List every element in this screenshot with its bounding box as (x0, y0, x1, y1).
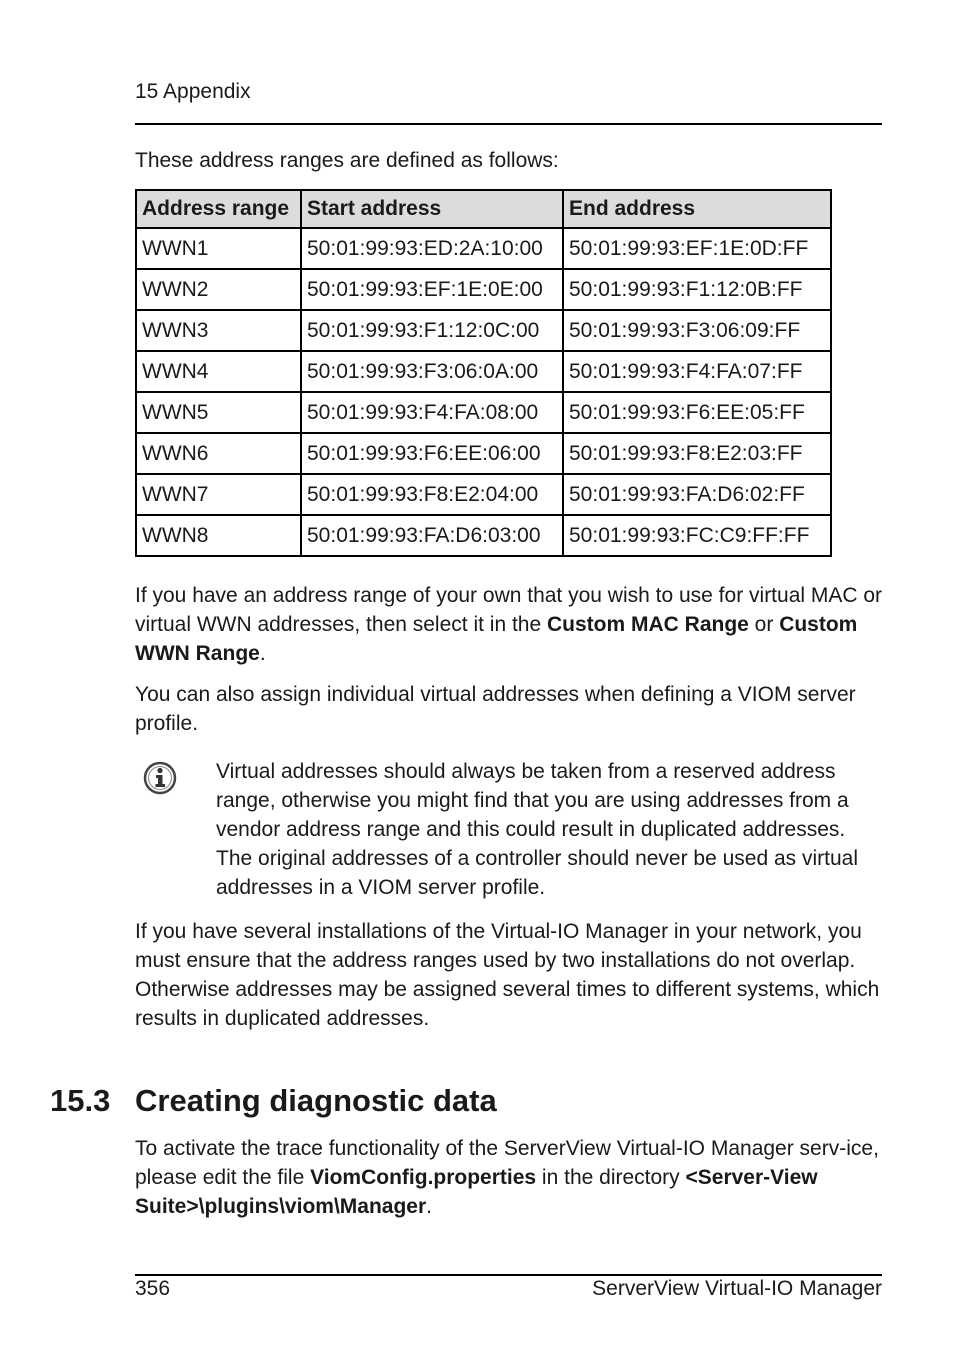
end-address-cell: 50:01:99:93:F8:E2:03:FF (563, 433, 831, 474)
table-row (136, 515, 831, 556)
range-name-cell: WWN4 (136, 351, 301, 392)
table-row (136, 392, 831, 433)
address-range-table (135, 189, 832, 557)
paragraph-text: . (426, 1195, 432, 1218)
table-row (136, 433, 831, 474)
paragraph-text: or (748, 613, 780, 636)
column-header: Address range (136, 190, 301, 228)
start-address-cell: 50:01:99:93:F8:E2:04:00 (301, 474, 563, 515)
footer-divider (135, 1274, 882, 1276)
end-address-cell: 50:01:99:93:FC:C9:FF:FF (563, 515, 831, 556)
trace-paragraph (135, 1134, 885, 1221)
range-name-cell: WWN5 (136, 392, 301, 433)
end-address-cell: 50:01:99:93:F1:12:0B:FF (563, 269, 831, 310)
range-name-cell: WWN2 (136, 269, 301, 310)
paragraph-text: If you have an address range of your own that you wish to use for virtual MAC or virtual WWN addresses, then select it in the (135, 584, 883, 636)
start-address-cell: 50:01:99:93:F1:12:0C:00 (301, 310, 563, 351)
start-address-cell: 50:01:99:93:EF:1E:0E:00 (301, 269, 563, 310)
table-row (136, 228, 831, 269)
range-name-cell: WWN3 (136, 310, 301, 351)
custom-range-paragraph (135, 581, 885, 668)
paragraph-text: in the directory (536, 1166, 686, 1189)
installation-overlap-paragraph: If you have several installations of the Virtual-IO Manager in your network, you must ensure that the address ranges used by two installations do not overlap. Otherwise addresses may be assigned several times to different systems, which results in duplicated addresses. (135, 920, 880, 1030)
column-header: End address (563, 190, 831, 228)
info-icon (142, 760, 178, 796)
end-address-cell: 50:01:99:93:F3:06:09:FF (563, 310, 831, 351)
section-number: 15.3 (50, 1083, 111, 1118)
header-divider (135, 123, 882, 125)
range-name-cell: WWN1 (136, 228, 301, 269)
start-address-cell: 50:01:99:93:ED:2A:10:00 (301, 228, 563, 269)
end-address-cell: 50:01:99:93:F6:EE:05:FF (563, 392, 831, 433)
end-address-cell: 50:01:99:93:FA:D6:02:FF (563, 474, 831, 515)
start-address-cell: 50:01:99:93:FA:D6:03:00 (301, 515, 563, 556)
config-directory-path: <Server-View Suite>\plugins\viom\Manager (135, 1166, 818, 1218)
end-address-cell: 50:01:99:93:EF:1E:0D:FF (563, 228, 831, 269)
table-row (136, 310, 831, 351)
table-row (136, 351, 831, 392)
config-file-name: ViomConfig.properties (310, 1166, 537, 1189)
end-address-cell: 50:01:99:93:F4:FA:07:FF (563, 351, 831, 392)
paragraph-text: . (259, 642, 266, 665)
document-title: ServerView Virtual-IO Manager (592, 1277, 882, 1300)
range-name-cell: WWN6 (136, 433, 301, 474)
section-title: Creating diagnostic data (135, 1083, 497, 1118)
table-header-row (136, 190, 831, 228)
start-address-cell: 50:01:99:93:F4:FA:08:00 (301, 392, 563, 433)
table-intro: These address ranges are defined as follows: (135, 149, 559, 172)
start-address-cell: 50:01:99:93:F3:06:0A:00 (301, 351, 563, 392)
custom-mac-range-term: Custom MAC Range (547, 613, 749, 636)
note-text: Virtual addresses should always be taken from a reserved address range, otherwise you might find that you are using addresses from a vendor address range and this could result in duplicated addresses. The original addresses of a controller should never be used as virtual addresses in a VIOM server profile. (216, 760, 859, 899)
range-name-cell: WWN8 (136, 515, 301, 556)
page-number: 356 (135, 1277, 171, 1300)
paragraph-text: To activate the trace functionality of the ServerView Virtual-IO Manager serv-ice, please edit the file (135, 1137, 879, 1189)
range-name-cell: WWN7 (136, 474, 301, 515)
custom-wwn-range-term: Custom WWN Range (135, 613, 858, 665)
start-address-cell: 50:01:99:93:F6:EE:06:00 (301, 433, 563, 474)
individual-address-paragraph: You can also assign individual virtual addresses when defining a VIOM server profile. (135, 683, 856, 735)
table-row (136, 474, 831, 515)
column-header: Start address (301, 190, 563, 228)
running-header: 15 Appendix (135, 80, 251, 103)
table-row (136, 269, 831, 310)
